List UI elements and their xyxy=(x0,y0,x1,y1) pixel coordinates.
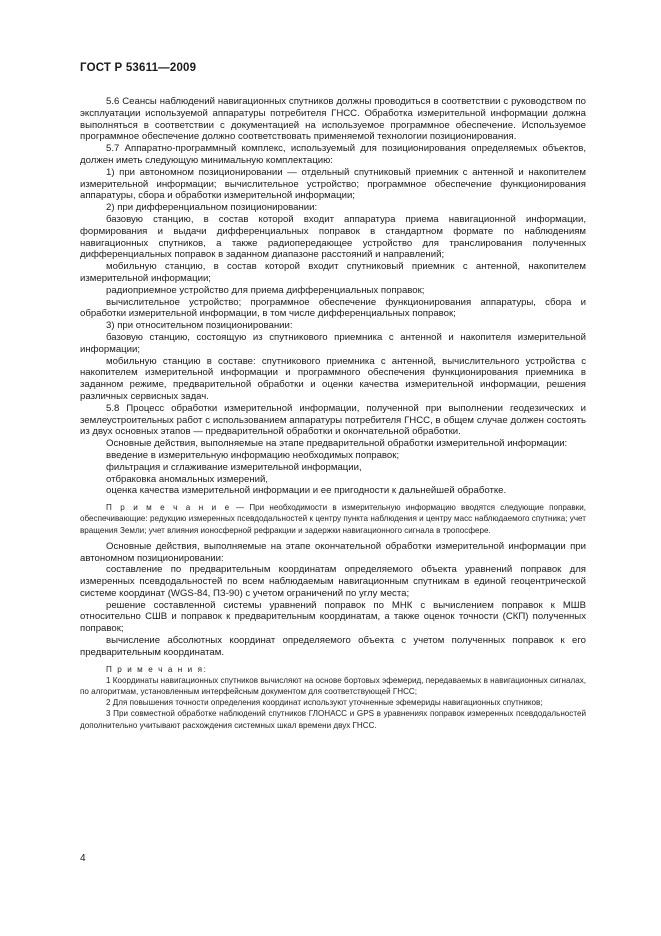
paragraph: Основные действия, выполняемые на этапе предварительной обработки измерительной информации: xyxy=(106,438,568,450)
paragraph: мобильную станцию в составе: спутникового приемника с антенной, вычислительного устройства с накопителем измерительной информации и программного обеспечения функционирования приемника в заданном режиме, предварительной обработки и оценки качества измерительной информации, решения различных сервисных задач. xyxy=(80,355,586,402)
paragraph: базовую станцию, состоящую из спутникового приемника с антенной и накопителя измерительной информации; xyxy=(80,331,586,355)
paragraph: вычисление абсолютных координат определяемого объекта с учетом полученных поправок к его предварительным координатам. xyxy=(80,635,586,658)
paragraph: отбраковка аномальных измерений, xyxy=(106,473,269,485)
paragraph: 5.7 Аппаратно-программный комплекс, используемый для позиционирования определяемых объектов, должен иметь следующую минимальную комплектацию: xyxy=(80,143,586,166)
paragraph: мобильную станцию, в состав которой входит спутниковый приемник с антенной, накопителем измерительной информации; xyxy=(80,261,586,284)
page-number: 4 xyxy=(80,853,86,864)
paragraph: фильтрация и сглаживание измерительной информации, xyxy=(106,461,362,473)
paragraph: Основные действия, выполняемые на этапе окончательной обработки измерительной информации при автономном позиционировании: xyxy=(80,540,586,564)
note xyxy=(80,502,586,536)
paragraph: введение в измерительную информацию необходимых поправок; xyxy=(106,449,400,461)
paragraph: 2) при дифференциальном позиционировании: xyxy=(106,202,318,214)
document-body xyxy=(80,96,586,731)
paragraph: радиоприемное устройство для приема дифференциальных поправок; xyxy=(106,284,425,296)
paragraph: вычислительное устройство; программное обеспечение функционирования аппаратуры, сбора и обработки измерительной информации, в том числе дифференциальных поправок; xyxy=(80,296,586,320)
paragraph: решение составленной системы уравнений поправок по МНК с вычислением поправок к МШВ относительно СШВ и поправок к предварительным координатам, а также оценок точности (СКП) полученных поправок; xyxy=(80,599,586,635)
note-label: П р и м е ч а н и е xyxy=(106,503,231,513)
paragraph: 5.8 Процесс обработки измерительной информации, полученной при выполнении геодезических и землеустроительных работ с использованием аппаратуры потребителя ГНСС, в общем случае должен состоять из двух основных этапов — предварительной обработки и окончательной обработки. xyxy=(80,402,586,438)
paragraph: базовую станцию, в состав которой входит аппаратура приема навигационной информации, формирования и выдачи дифференциальных поправок в стандартном формате по наблюдениям навигационных спутников, а также радиопередающее устройство для транслирования полученных дифференциальных поправок в заданном диапазоне расстояний и направлений; xyxy=(80,213,586,261)
paragraph: 1) при автономном позиционировании — отдельный спутниковый приемник с антенной и накопителем измерительной информации; вычислительное устройство; программное обеспечение функционирования аппаратуры, сбора и обработки измерительной информации; xyxy=(80,166,586,202)
paragraph: составление по предварительным координатам определяемого объекта уравнений поправок для измеренных псевдодальностей по всем наблюдаемым навигационным спутникам в единой геоцентрической системе координат (WGS-84, ПЗ-90) с учетом ограничений по углу места; xyxy=(80,564,586,599)
paragraph: 3) при относительном позиционировании: xyxy=(106,320,293,332)
document-header: ГОСТ Р 53611—2009 xyxy=(80,62,197,74)
note-item: 2 Для повышения точности определения координат используют уточненные эфемериды навигационных спутников; xyxy=(106,698,543,708)
paragraph: оценка качества измерительной информации и ее пригодности к дальнейшей обработке. xyxy=(106,485,507,497)
note-item: 3 При совместной обработке наблюдений спутников ГЛОНАСС и GPS в уравнениях поправок измеренных псевдодальностей дополнительно учитывают расхождения системных шкал времени двух ГНСС. xyxy=(80,709,586,730)
note-item: 1 Координаты навигационных спутников вычисляют на основе бортовых эфемерид, передаваемых в навигационных сигналах, по алгоритмам, установленным интерфейсным документом для соответствующей ГНСС; xyxy=(80,675,586,697)
notes-label: П р и м е ч а н и я: xyxy=(106,664,208,674)
paragraph: 5.6 Сеансы наблюдений навигационных спутников должны проводиться в соответствии с руководством по эксплуатации используемой аппаратуры потребителя ГНСС. Обработка измерительной информации должна выполняться в соответствии с документацией на используемое программное обеспечение. Используемое программное обеспечение должно соответствовать применяемой технологии позиционирования. xyxy=(80,96,586,143)
note-text: — При необходимости в измерительную информацию вводятся следующие поправки, обеспечивающие: редукцию измеренных псевдодальностей к центру пункта наблюдения и центру масс наблюдаемого спутника; учет вращения Земли; учет влияния ионосферной рефракции и задержки навигационного сигнала в тропосфере. xyxy=(80,503,586,535)
